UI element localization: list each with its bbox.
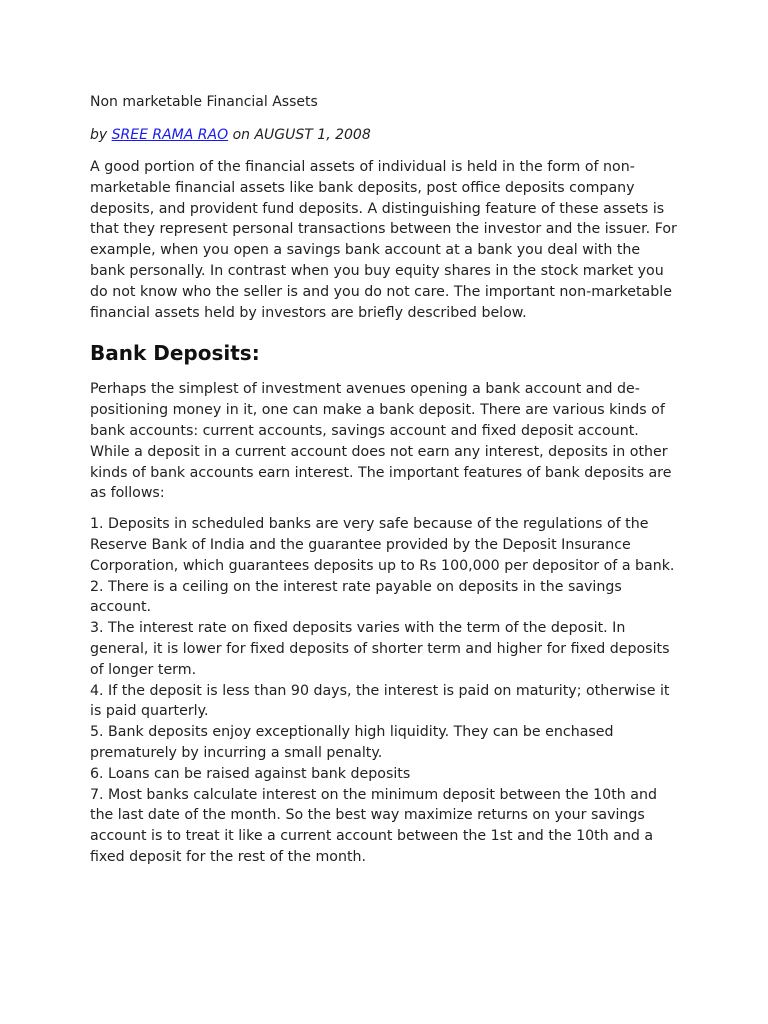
byline-date-prefix: on: [232, 127, 251, 143]
section-heading-bank-deposits: Bank Deposits:: [90, 341, 260, 366]
publish-date: AUGUST 1, 2008: [254, 127, 371, 143]
bank-deposits-paragraph: Perhaps the simplest of investment avenues opening a bank account and de-positioning money in it, one can make a bank deposit. There are various kinds of bank accounts: current accounts, savings account and fixed deposit account. While a deposit in a current account does not earn any interest, deposits in other kinds of bank accounts earn interest. The important features of bank deposits are as follows:: [90, 381, 672, 502]
byline: [90, 125, 678, 145]
intro-paragraph: A good portion of the financial assets of individual is held in the form of non-marketable financial assets like bank deposits, post office deposits company deposits, and provident fund deposits. A distinguishing feature of these assets is that they represent personal transactions between the investor and the issuer. For example, when you open a savings bank account at a bank you deal with the bank personally. In contrast when you buy equity shares in the stock market you do not know who the seller is and you do not care. The important non-marketable financial assets held by investors are briefly described below.: [90, 159, 677, 321]
list-item: 7. Most banks calculate interest on the minimum deposit between the 10th and the last date of the month. So the best way maximize returns on your savings account is to treat it like a current account between the 1st and the 10th and a fixed deposit for the rest of the month.: [90, 786, 657, 865]
list-item: 6. Loans can be raised against bank deposits: [90, 765, 411, 782]
document-title: Non marketable Financial Assets: [90, 94, 318, 110]
author-link[interactable]: SREE RAMA RAO: [111, 127, 229, 143]
list-item: 4. If the deposit is less than 90 days, the interest is paid on maturity; otherwise it is paid quarterly.: [90, 682, 670, 720]
list-item: 5. Bank deposits enjoy exceptionally high liquidity. They can be enchased prematurely by incurring a small penalty.: [90, 724, 614, 761]
list-item: 2. There is a ceiling on the interest rate payable on deposits in the savings account.: [90, 578, 622, 616]
byline-prefix: by: [90, 127, 108, 143]
bank-deposit-features-list: [90, 514, 678, 868]
list-item: 1. Deposits in scheduled banks are very safe because of the regulations of the Reserve Bank of India and the guarantee provided by the Deposit Insurance Corporation, which guarantees deposits up to Rs 100,000 per depositor of a bank.: [90, 516, 675, 574]
list-item: 3. The interest rate on fixed deposits varies with the term of the deposit. In general, it is lower for fixed deposits of shorter term and higher for fixed deposits of longer term.: [90, 620, 670, 678]
